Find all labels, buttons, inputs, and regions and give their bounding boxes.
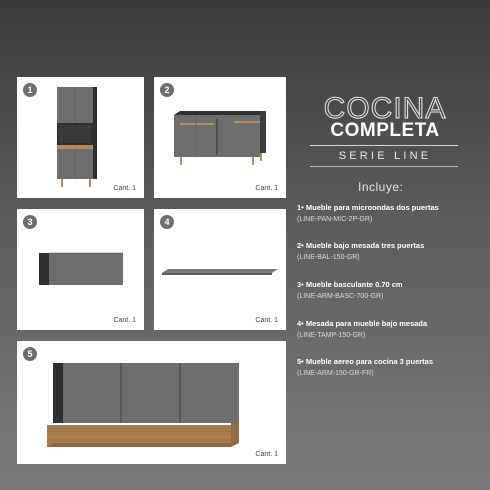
product-number-badge: 3	[23, 215, 37, 229]
product-card-2	[154, 77, 286, 198]
product-number-badge: 2	[160, 83, 174, 97]
quantity-label: Cant. 1	[113, 317, 136, 324]
product-card-1	[17, 77, 144, 198]
title-line-2: COMPLETA	[330, 120, 440, 141]
title-line-1: COCINA	[323, 92, 447, 125]
list-item	[297, 241, 487, 261]
list-item	[297, 319, 487, 339]
list-item	[297, 280, 487, 300]
product-card-4	[154, 209, 286, 330]
includes-label: Incluye:	[358, 180, 404, 194]
product-card-5	[17, 341, 286, 464]
item-code: (LINE-BAL-150-GR)	[297, 254, 360, 261]
quantity-label: Cant. 1	[113, 185, 136, 192]
item-code: (LINE-TAMP-150-GR)	[297, 332, 366, 339]
item-name: 5• Mueble aereo para cocina 3 puertas	[297, 357, 434, 366]
wall-cabinet-image	[17, 341, 286, 464]
item-name: 3• Mueble basculante 0.70 cm	[297, 280, 403, 289]
tilting-cabinet-image	[17, 209, 144, 330]
product-number-badge: 1	[23, 83, 37, 97]
title-line-3: SERIE LINE	[338, 150, 432, 162]
item-code: (LINE-ARM-BASC-700-GR)	[297, 293, 384, 300]
title-divider	[310, 145, 458, 146]
title-divider	[310, 166, 458, 167]
product-card-3	[17, 209, 144, 330]
item-name: 2• Mueble bajo mesada tres puertas	[297, 241, 425, 250]
product-number-badge: 4	[160, 215, 174, 229]
quantity-label: Cant. 1	[255, 451, 278, 458]
quantity-label: Cant. 1	[255, 185, 278, 192]
item-name: 1• Mueble para microondas dos puertas	[297, 203, 439, 212]
item-code: (LINE-PAN-MIC-2P-GR)	[297, 216, 373, 223]
quantity-label: Cant. 1	[255, 317, 278, 324]
item-name: 4• Mesada para mueble bajo mesada	[297, 319, 428, 328]
item-code: (LINE-ARM-150-GR-FR)	[297, 370, 374, 377]
list-item	[297, 357, 487, 377]
base-cabinet-image	[154, 77, 286, 198]
product-number-badge: 5	[23, 347, 37, 361]
list-item	[297, 203, 487, 223]
countertop-image	[154, 209, 286, 330]
microwave-cabinet-image	[17, 77, 144, 198]
